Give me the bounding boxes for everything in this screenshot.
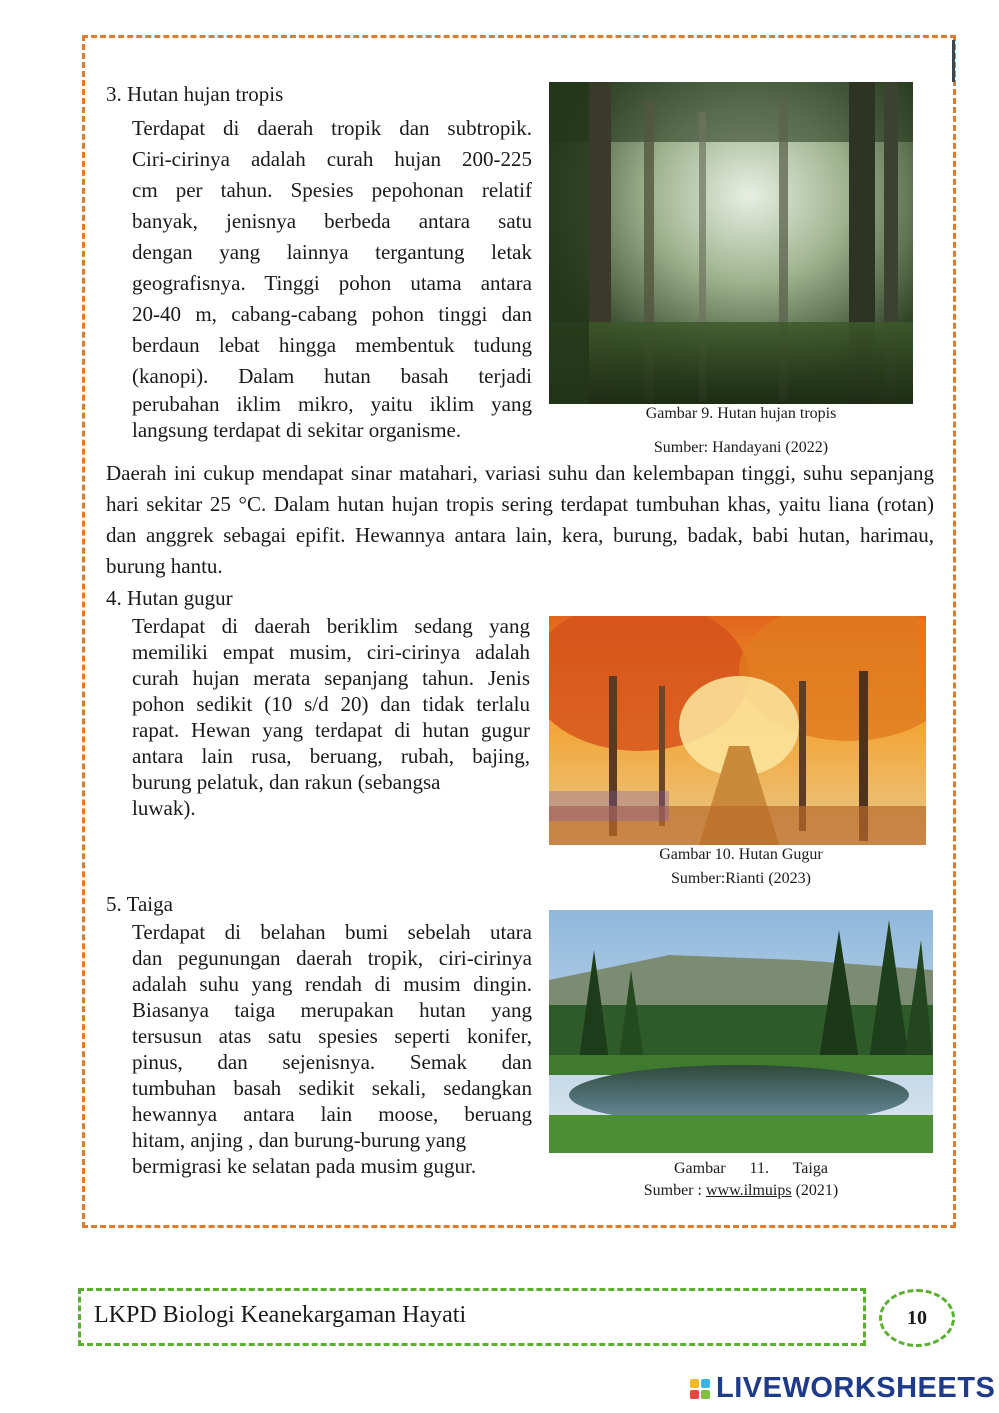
text-line: Ciri-cirinya adalah curah hujan 200-225 xyxy=(132,147,532,171)
text-line: adalah suhu yang rendah di musim dingin. xyxy=(132,972,532,996)
brand-square xyxy=(690,1379,699,1388)
liveworksheets-logo[interactable] xyxy=(690,1372,995,1405)
brand-name: LIVEWORKSHEETS xyxy=(716,1372,996,1404)
section-4-text xyxy=(132,613,530,821)
text-line: hitam, anjing , dan burung-burung yang xyxy=(132,1128,467,1152)
footer-title: LKPD Biologi Keanekargaman Hayati xyxy=(94,1302,467,1328)
source-link[interactable]: www.ilmuips xyxy=(705,1182,792,1199)
scrollbar[interactable] xyxy=(952,40,955,82)
text-line: geografisnya. Tinggi pohon utama antara xyxy=(132,271,532,295)
text-line: langsung terdapat di sekitar organisme. xyxy=(132,418,462,442)
text-line: Terdapat di daerah tropik dan subtropik. xyxy=(132,116,532,140)
text-line: banyak, jenisnya berbeda antara satu xyxy=(132,209,532,233)
text-line: berdaun lebat hingga membentuk tudung xyxy=(132,333,532,357)
figure-11-caption: Gambar 11. Taiga xyxy=(674,1160,828,1177)
brand-square xyxy=(701,1379,710,1388)
brand-square xyxy=(690,1390,699,1399)
figure-9-caption: Gambar 9. Hutan hujan tropis xyxy=(645,405,837,422)
text-line: pohon sedikit (10 s/d 20) dan tidak terlalu xyxy=(132,692,530,716)
text-line: cm per tahun. Spesies pepohonan relatif xyxy=(132,178,532,202)
source-prefix: Sumber : xyxy=(643,1182,706,1199)
autumn-forest-photo xyxy=(549,616,926,845)
taiga-photo xyxy=(549,910,933,1153)
section-3-text xyxy=(132,113,532,392)
page-number: 10 xyxy=(879,1289,955,1347)
source-suffix: (2021) xyxy=(791,1182,839,1199)
figure-11-source xyxy=(600,1181,882,1201)
section-4-title: 4. Hutan gugur xyxy=(106,586,233,610)
text-line: tersusun atas satu spesies seperti konifer, xyxy=(132,1024,532,1048)
section-3-title: 3. Hutan hujan tropis xyxy=(106,82,284,106)
text-line: perubahan iklim mikro, yaitu iklim yang xyxy=(132,392,532,416)
text-line: (kanopi). Dalam hutan basah terjadi xyxy=(132,364,532,388)
brand-grid-icon xyxy=(690,1379,710,1399)
text-line: curah hujan merata sepanjang tahun. Jenis xyxy=(132,666,530,690)
text-line: Biasanya taiga merupakan hutan yang xyxy=(132,998,532,1022)
section-5-text xyxy=(132,919,532,1179)
text-line: antara lain rusa, beruang, rubah, bajing, xyxy=(132,744,530,768)
figure-10-source: Sumber:Rianti (2023) xyxy=(671,870,811,887)
figure-9-source: Sumber: Handayani (2022) xyxy=(653,439,829,456)
figure-10-caption: Gambar 10. Hutan Gugur xyxy=(659,846,823,863)
text-line: Terdapat di belahan bumi sebelah utara xyxy=(132,920,532,944)
section-5-title: 5. Taiga xyxy=(106,892,173,916)
text-line: dan pegunungan daerah tropik, ciri-cirinya xyxy=(132,946,532,970)
text-line: bermigrasi ke selatan pada musim gugur. xyxy=(132,1154,477,1178)
text-line: dengan yang lainnya tergantung letak xyxy=(132,240,532,264)
text-line: rapat. Hewan yang terdapat di hutan gugur xyxy=(132,718,530,742)
text-line: pinus, dan sejenisnya. Semak dan xyxy=(132,1050,532,1074)
rainforest-photo xyxy=(549,82,913,404)
text-line: memiliki empat musim, ciri-cirinya adalah xyxy=(132,640,530,664)
section-3-continuation: Daerah ini cukup mendapat sinar matahari, variasi suhu dan kelembapan tinggi, suhu sepanjang hari sekitar 25 °C. Dalam hutan hujan tropis sering terdapat tumbuhan khas, yaitu liana (rotan) dan anggrek sebagai epifit. Hewannya antara lain, kera, burung, badak, babi hutan, harimau, burung hantu. xyxy=(106,461,934,578)
text-line: tumbuhan basah sedikit sekali, sedangkan xyxy=(132,1076,532,1100)
text-line: 20-40 m, cabang-cabang pohon tinggi dan xyxy=(132,302,532,326)
brand-square xyxy=(701,1390,710,1399)
text-line: hewannya antara lain moose, beruang xyxy=(132,1102,532,1126)
text-line: burung pelatuk, dan rakun (sebangsa xyxy=(132,770,441,794)
text-line: Terdapat di daerah beriklim sedang yang xyxy=(132,614,530,638)
text-line: luwak). xyxy=(132,796,196,820)
section-3-text-end xyxy=(132,391,532,443)
